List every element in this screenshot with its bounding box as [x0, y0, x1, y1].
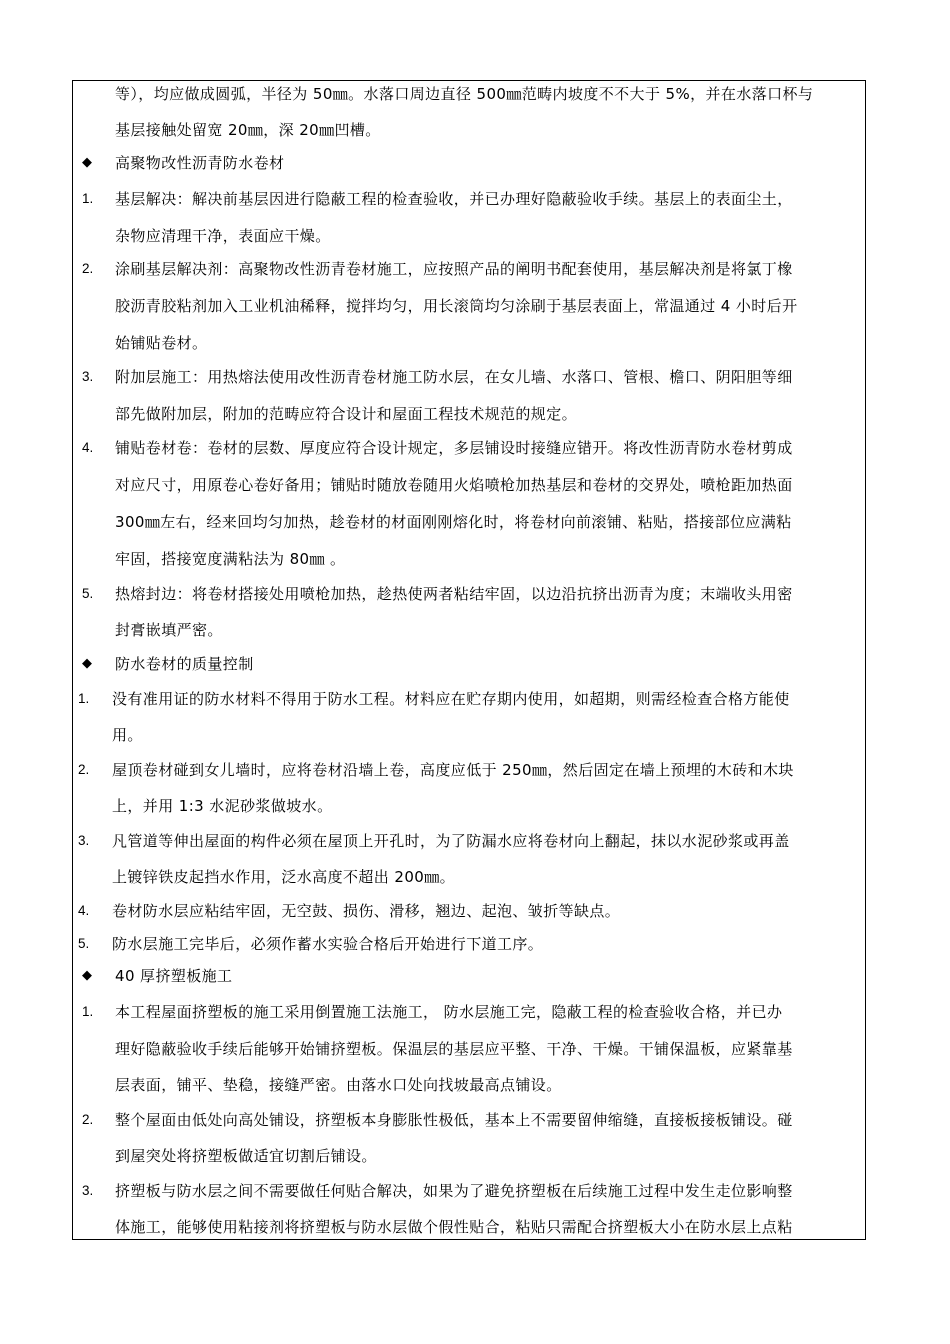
list-number: 3.	[82, 369, 94, 384]
text-line: 到屋突处将挤塑板做适宜切割后铺设。	[115, 1147, 377, 1165]
text-line: 屋顶卷材碰到女儿墙时，应将卷材沿墙上卷，高度应低于 250㎜，然后固定在墙上预埋的木砖和木块	[112, 761, 794, 779]
text-line: 对应尺寸，用原卷心卷好备用；铺贴时随放卷随用火焰喷枪加热基层和卷材的交界处，喷枪距加热面	[115, 476, 793, 494]
section-heading: 40 厚挤塑板施工	[115, 967, 233, 985]
text-line: 层表面，铺平、垫稳，接缝严密。由落水口处向找坡最高点铺设。	[115, 1076, 562, 1094]
list-number: 3.	[78, 833, 90, 848]
list-number: 2.	[78, 762, 90, 777]
text-line: 基层解决：解决前基层因进行隐蔽工程的检查验收，并已办理好隐蔽验收手续。基层上的表面尘土，	[115, 190, 793, 208]
text-line: 始铺贴卷材。	[115, 334, 208, 352]
list-number: 4.	[82, 440, 94, 455]
list-number: 1.	[78, 691, 90, 706]
diamond-bullet-icon: ◆	[82, 155, 92, 170]
text-line: 没有准用证的防水材料不得用于防水工程。材料应在贮存期内使用，如超期，则需经检查合格方能使	[112, 690, 790, 708]
text-line: 杂物应清理干净，表面应干燥。	[115, 227, 331, 245]
section-heading: 高聚物改性沥青防水卷材	[115, 154, 285, 172]
list-number: 1.	[82, 191, 94, 206]
text-line: 基层接触处留宽 20㎜，深 20㎜凹槽。	[115, 121, 381, 139]
text-line: 用。	[112, 726, 143, 744]
text-line: 体施工，能够使用粘接剂将挤塑板与防水层做个假性贴合，粘贴只需配合挤塑板大小在防水层上点粘	[115, 1218, 793, 1236]
diamond-bullet-icon: ◆	[82, 968, 92, 983]
text-line: 部先做附加层，附加的范畴应符合设计和屋面工程技术规范的规定。	[115, 405, 578, 423]
text-line: 铺贴卷材卷：卷材的层数、厚度应符合设计规定，多层铺设时接缝应错开。将改性沥青防水卷材剪成	[115, 439, 793, 457]
text-line: 上，并用 1:3 水泥砂浆做坡水。	[112, 797, 333, 815]
text-line: 封膏嵌填严密。	[115, 621, 223, 639]
list-number: 2.	[82, 1112, 94, 1127]
text-line: 本工程屋面挤塑板的施工采用倒置施工法施工， 防水层施工完，隐蔽工程的检查验收合格，并已办	[115, 1003, 783, 1021]
text-line: 上镀锌铁皮起挡水作用，泛水高度不超出 200㎜。	[112, 868, 456, 886]
diamond-bullet-icon: ◆	[82, 656, 92, 671]
text-line: 整个屋面由低处向高处铺设，挤塑板本身膨胀性极低，基本上不需要留伸缩缝，直接板接板铺设。碰	[115, 1111, 793, 1129]
text-line: 防水层施工完毕后，必须作蓄水实验合格后开始进行下道工序。	[112, 935, 544, 953]
text-line: 挤塑板与防水层之间不需要做任何贴合解决，如果为了避免挤塑板在后续施工过程中发生走位影响整	[115, 1182, 793, 1200]
list-number: 2.	[82, 261, 94, 276]
list-number: 4.	[78, 903, 90, 918]
text-line: 理好隐蔽验收手续后能够开始铺挤塑板。保温层的基层应平整、干净、干燥。干铺保温板，应紧靠基	[115, 1040, 793, 1058]
list-number: 5.	[78, 936, 90, 951]
text-line: 卷材防水层应粘结牢固，无空鼓、损伤、滑移，翘边、起泡、皱折等缺点。	[112, 902, 621, 920]
text-line: 涂刷基层解决剂：高聚物改性沥青卷材施工，应按照产品的阐明书配套使用，基层解决剂是将氯丁橡	[115, 260, 793, 278]
text-line: 附加层施工：用热熔法使用改性沥青卷材施工防水层，在女儿墙、水落口、管根、檐口、阴阳胆等细	[115, 368, 793, 386]
text-line: 热熔封边：将卷材搭接处用喷枪加热，趁热使两者粘结牢固，以边沿抗挤出沥青为度；末端收头用密	[115, 585, 793, 603]
text-line: 胶沥青胶粘剂加入工业机油稀释，搅拌均匀，用长滚筒均匀涂刷于基层表面上，常温通过 4 小时后开	[115, 297, 798, 315]
text-line: 凡管道等伸出屋面的构件必须在屋顶上开孔时，为了防漏水应将卷材向上翻起，抹以水泥砂浆或再盖	[112, 832, 790, 850]
text-line: 等），均应做成圆弧，半径为 50㎜。水落口周边直径 500㎜范畴内坡度不不大于 5%，并在水落口杯与	[115, 85, 814, 103]
list-number: 1.	[82, 1004, 94, 1019]
list-number: 5.	[82, 586, 94, 601]
section-heading: 防水卷材的质量控制	[115, 655, 254, 673]
text-line: 300㎜左右，经来回均匀加热，趁卷材的材面刚刚熔化时，将卷材向前滚铺、粘贴，搭接部位应满粘	[115, 513, 792, 531]
list-number: 3.	[82, 1183, 94, 1198]
text-line: 牢固，搭接宽度满粘法为 80㎜ 。	[115, 550, 346, 568]
